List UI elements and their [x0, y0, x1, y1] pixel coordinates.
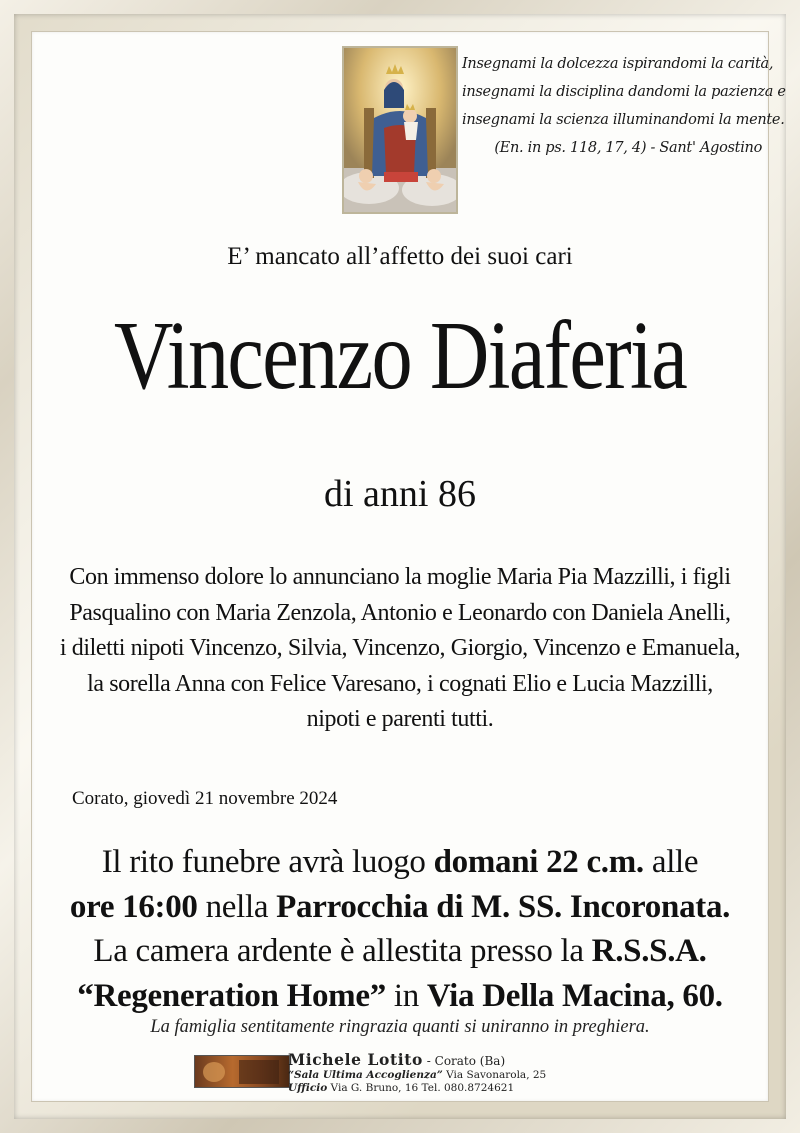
family-announcement [30, 560, 770, 738]
quote-line: insegnami la scienza illuminandomi la mente. [462, 112, 785, 128]
announcement-line: Con immenso dolore lo annunciano la moglie Maria Pia Mazzilli, i figli [69, 564, 731, 590]
announcement-line: la sorella Anna con Felice Varesano, i cognati Elio e Lucia Mazzilli, [87, 670, 713, 697]
funeral-text: in [385, 977, 427, 1014]
family-thanks: La famiglia sentitamente ringrazia quanti si uniranno in preghiera. [150, 1017, 650, 1037]
funeral-line-3 [20, 929, 780, 974]
funeral-time: ore 16:00 [69, 888, 198, 925]
intro-text: E’ mancato all’affetto dei suoi cari [227, 243, 573, 270]
announcement-line: i diletti nipoti Vincenzo, Silvia, Vincenzo, Giorgio, Vincenzo e Emanuela, [59, 635, 741, 661]
funeral-line-1 [20, 840, 780, 885]
funeral-date: domani 22 c.m. [433, 844, 644, 880]
madonna-image [342, 46, 458, 214]
agency-name-line [288, 1050, 618, 1069]
funeral-agency-photo [194, 1055, 290, 1088]
funeral-text: alle [643, 844, 699, 880]
funeral-home-name: “Regeneration Home” [77, 977, 386, 1014]
agency-hall-line [288, 1069, 618, 1082]
funeral-text: nella [197, 888, 277, 925]
agency-hall-name: “Sala Ultima Accoglienza” [288, 1069, 443, 1081]
deceased-name: Vincenzo Diaferia [113, 302, 687, 410]
agency-city: - Corato (Ba) [422, 1054, 506, 1068]
agency-office-address: Via G. Bruno, 16 Tel. 080.8724621 [327, 1082, 515, 1094]
funeral-line-2 [20, 885, 780, 930]
agency-name: Michele Lotito [288, 1050, 423, 1069]
quote-line: insegnami la disciplina dandomi la pazienza e [462, 84, 786, 100]
funeral-church: Parrocchia di M. SS. Incoronata. [276, 888, 731, 925]
funeral-text: La camera ardente è allestita presso la [93, 933, 592, 969]
place-date: Corato, giovedì 21 novembre 2024 [72, 788, 338, 809]
funeral-agency-info [288, 1050, 618, 1095]
funeral-rssa: R.S.S.A. [591, 933, 707, 969]
funeral-text: Il rito funebre avrà luogo [101, 844, 434, 880]
deceased-age: di anni 86 [324, 473, 476, 515]
announcement-line: Pasqualino con Maria Zenzola, Antonio e Leonardo con Daniela Anelli, [69, 599, 731, 626]
funeral-address: Via Della Macina, 60. [426, 977, 723, 1014]
agency-office-line [288, 1082, 618, 1095]
funeral-line-4 [20, 974, 780, 1019]
quote-line: Insegnami la dolcezza ispirandomi la carità, [462, 56, 774, 72]
agency-hall-address: Via Savonarola, 25 [442, 1069, 547, 1081]
announcement-line: nipoti e parenti tutti. [306, 706, 494, 732]
agency-office-label: Ufficio [288, 1082, 328, 1094]
quote-attribution: (En. in ps. 118, 17, 4) - Sant' Agostino [494, 140, 762, 156]
religious-quote [462, 50, 786, 162]
funeral-details [20, 840, 780, 1018]
